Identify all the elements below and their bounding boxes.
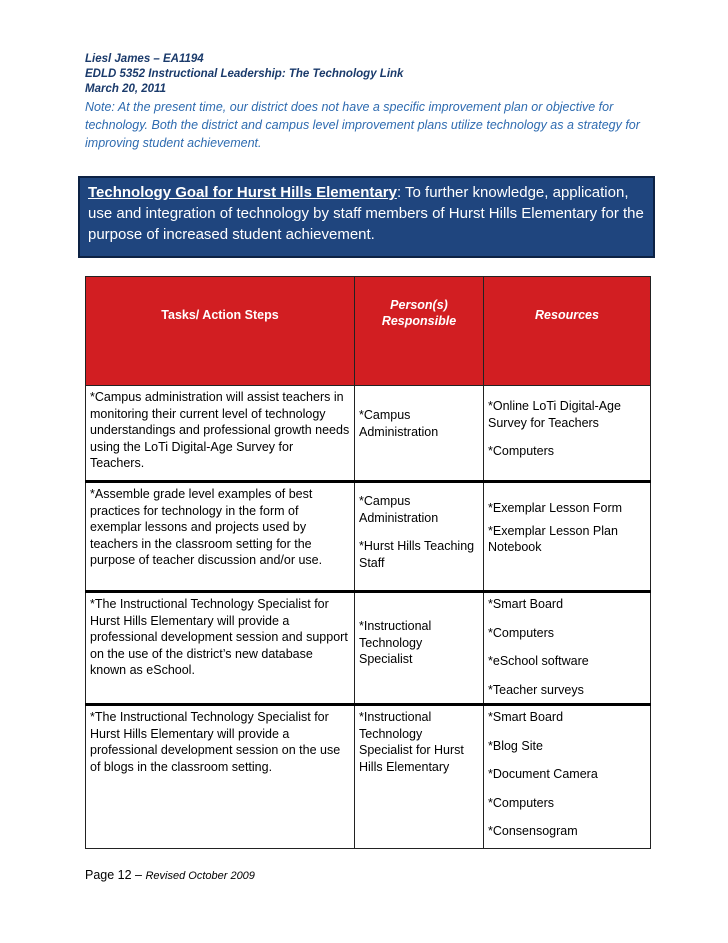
resources-cell <box>484 705 651 849</box>
note-text: Note: At the present time, our district does not have a specific improvement plan or objective for technology. Both the district and campus level improvement plans utilize technology as a strategy for improving student achievement. <box>85 100 640 150</box>
person-item: *Instructional Technology Specialist for Hurst Hills Elementary <box>359 710 464 774</box>
page-footer <box>85 868 255 882</box>
resource-item: *Consensogram <box>488 824 578 838</box>
resources-cell <box>484 592 651 705</box>
resources-cell <box>484 482 651 592</box>
revision-note: Revised October 2009 <box>145 870 255 882</box>
resource-item: *Computers <box>488 795 554 810</box>
goal-text: : To further knowledge, application, use and integration of technology by staff members of Hurst Hills Elementary for the purpose of increased student achievement. <box>88 184 644 243</box>
persons-cell <box>355 705 484 849</box>
persons-cell <box>355 386 484 482</box>
resource-item: *Blog Site <box>488 738 543 753</box>
task-cell: *Assemble grade level examples of best practices for technology in the form of exemplar lessons and projects used by teachers in the classroom setting for the purpose of teacher discussion and/or use. <box>86 482 355 592</box>
task-cell: *The Instructional Technology Specialist for Hurst Hills Elementary will provide a professional development session and support on the use of the district’s new database known as eSchool. <box>86 592 355 705</box>
resource-item: *Teacher surveys <box>488 682 584 697</box>
table-row <box>86 592 651 705</box>
action-plan-table <box>85 276 651 849</box>
page-number: Page 12 – <box>85 868 146 882</box>
table-row <box>86 705 651 849</box>
person-item: *Hurst Hills Teaching Staff <box>359 539 475 570</box>
goal-title: Technology Goal for Hurst Hills Elementary <box>88 184 397 201</box>
resource-item: *Computers <box>488 444 554 458</box>
person-item: *Campus Administration <box>359 494 439 525</box>
persons-cell <box>355 592 484 705</box>
person-item: *Campus Administration <box>359 408 439 439</box>
header-persons: Person(s) Responsible <box>355 277 484 386</box>
task-cell: *The Instructional Technology Specialist for Hurst Hills Elementary will provide a professional development session on the use of blogs in the classroom setting. <box>86 705 355 849</box>
resource-item: *Exemplar Lesson Form <box>488 501 623 515</box>
header-tasks: Tasks/ Action Steps <box>86 277 355 386</box>
resource-item: *Exemplar Lesson Plan Notebook <box>488 523 618 554</box>
persons-cell <box>355 482 484 592</box>
date-line: March 20, 2011 <box>85 83 166 95</box>
resource-item: *Smart Board <box>488 597 564 611</box>
table-row <box>86 482 651 592</box>
course-line: EDLD 5352 Instructional Leadership: The Technology Link <box>85 68 404 80</box>
resource-item: *Smart Board <box>488 710 564 724</box>
resources-cell <box>484 386 651 482</box>
resource-item: *Document Camera <box>488 767 598 781</box>
person-item: *Instructional Technology Specialist <box>359 619 432 666</box>
author-line: Liesl James – EA1194 <box>85 53 204 65</box>
technology-goal-box <box>78 176 655 258</box>
resource-item: *Online LoTi Digital-Age Survey for Teachers <box>488 399 621 430</box>
task-cell: *Campus administration will assist teachers in monitoring their current level of technology understandings and professional growth needs using the LoTi Digital-Age Survey for Teachers. <box>86 386 355 482</box>
resource-item: *Computers <box>488 625 554 640</box>
table-header-row <box>86 277 651 386</box>
table-row <box>86 386 651 482</box>
resource-item: *eSchool software <box>488 654 589 668</box>
document-header <box>85 52 655 152</box>
header-resources: Resources <box>484 277 651 386</box>
